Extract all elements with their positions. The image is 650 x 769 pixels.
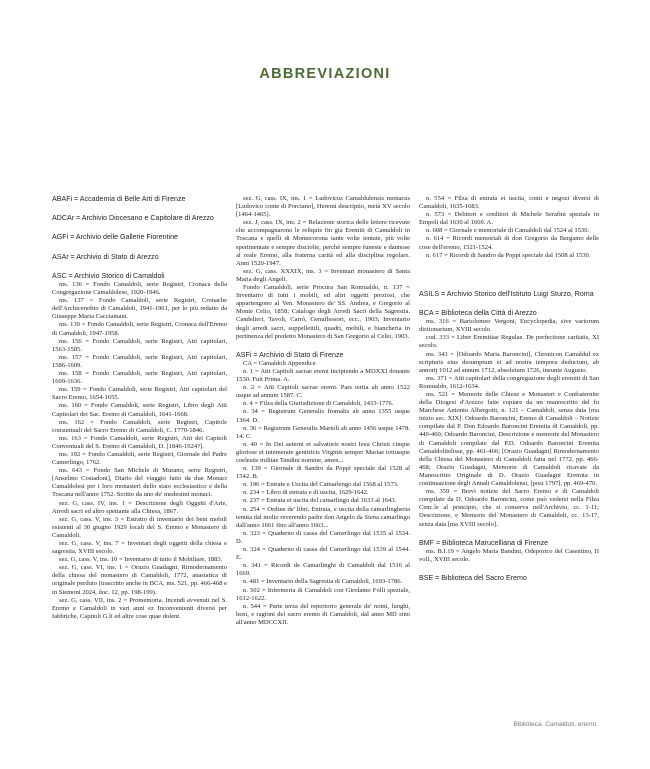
reference-entry: n. 34 = Registrum Generalis fromalis ab anno 1355 usque 1364. D. — [236, 408, 410, 424]
abbreviation-heading: BMF = Biblioteca Marucelliana di Firenze — [419, 538, 549, 547]
reference-entry: n. 36 = Registrum Generalis Martoli ab anno 1456 usque 1478. 14. C. — [236, 424, 410, 440]
reference-entry: ms. 162 = Fondo Camaldoli, serie Registri, Capitole consuntuali del Sacro Eremo di Camaldoli, C. 1770-1846. — [52, 418, 227, 434]
reference-entry: n. 139 = Giornale di Sandro da Poppi speciale dal 1528 al 1542. B. — [236, 465, 410, 481]
abbreviation-heading: ASAr = Archivio di Stato di Arezzo — [52, 252, 159, 261]
reference-entry: n. 608 = Giornale e memoriale di Camaldoli dal 1524 al 1530. — [426, 227, 590, 235]
reference-entry: sez. G, cass. VI, ins. 1 = Orazio Guadagni, Rimodernamento della chiesa del monastero di Camaldoli, 1772, anastatica di originale perduto (trascritto anche in BCA, ms. 521, pp. 466-468 e in Siemoni 2024, doc. 12, pp. 198-199). — [52, 564, 227, 596]
reference-entry: n. 1 = Atti Capitoli sacrae eremi incipiendo a MDXXI donante 1530. Fuit Prima. A. — [236, 367, 410, 384]
reference-entry: ms. 163 = Fondo Camaldoli, serie Registri, Atti dei Capitoli Conventuali del S. Eremo di Camaldoli, D. [1846-1924?]. — [52, 434, 227, 450]
reference-entry: ms. 643 = Fondo San Michele di Murano, serie Registri, [Anselmo Costadoni], Diario del viaggio fatto da due Monaci Camaldolesi per i loro monasteri dello stato ecclesiastico e della Toscana nell'anno 1752. Scritto da uno de' medesimi monaci. — [52, 467, 227, 499]
reference-entry: ms. 343 = [Odoardo Maria Baroncini], Chronicon Camaldul ex scripturis eius desumptum et ad nostra tempora deductum, ab annorij 1012 ad annum 1712, absolutum 1726, ineunte Augusto. — [419, 350, 599, 374]
reference-entry: sez. G, cass. XXXIX, ins. 3 = Inventari monastero di Santa Maria degli Angeli. — [236, 267, 410, 283]
reference-entry: cod. 333 = Liber Eremitiae Regulae. De perfectione caritatis, XI secolo. — [419, 334, 599, 350]
reference-entry: n. 237 = Entrata et uscita del camarlingo dal 1633 al 1643. — [243, 497, 397, 505]
abbreviation-heading: BCA = Biblioteca della Città di Arezzo — [419, 308, 537, 317]
column-1 — [52, 195, 227, 621]
reference-entry: ms. 521 = Memorie delle Chiese e Monasteri e Confraternite della Diogesi d'Arezzo fatte copiare da un manoscritto del fu Marchese Antonio Albergotti, n. 121 – Camaldoli, senza data [ma inizio sec. XIX]: Odoardo Baroncini, Eremo di Camaldoli – Notizie compilate dal P. Don Edoardo Baroncini Eremita di Camaldoli, pp. 449-460; Odoardo Baroncini, Descrizione e memorie del Monastero di Camaldoli compilate dal P.D. Odoardo Baroncini Eremita Camaldolitelisse, pp. 461-466; [Orazio Guadagni] Rimodernamento della Chiesa del Monastero di Camaldoli fatta nel 1772, pp. 466-468; Orazio Guadagni, Memorie di Camaldoli ricavate da Manoscritto Originale di D. Orazio Guadagni Eremita in continuazione degli Annali Camaldolensi, [post 1797], pp. 469-470. — [419, 391, 599, 488]
reference-entry: sez. G, cass. V, ins. 10 = Inventario di tutto il Mobiliare, 1883. — [59, 556, 223, 564]
reference-entry: sez. G, cass. IV, ins. 1 = Descrizione degli Oggetti d'Arte, Arredi sacri ed altro spettante alla Chiesa, 1867. — [52, 499, 227, 515]
reference-entry: ms. 139 = Fondo Camaldoli, serie Registri, Cronaca dell'Eremo di Camaldoli, 1947-1958. — [52, 321, 227, 337]
reference-entry: ms. 371 = Atti capitolari della congregazione degli eremiti di San Romualdo, 1612-1634. — [419, 374, 599, 390]
reference-entry: n. 234 = Libro di entrata e di uscita, 1629-1642. — [243, 489, 369, 497]
reference-entry: Fondo Camaldoli, serie Procura San Romualdo, n. 137 = Inventario di tutti i mobili, ed altri oggetti preziosi, che appartengono al Ven. Monastero de' SS. Andrea, e Gregorio al Monte Celio, 1858; Catalogo degli Arredi Sacri della Sagrestia. Candelieri, Tavoli, Carrò, Genuflessori, ecc., 1903; Inventario degli arredi sacri, suppellettili, quadri, mobili, e biancheria in pertinenza del predetto Monastero di San Gregorio al Celio, 1903. — [236, 284, 410, 340]
reference-entry: n. 554 = Filza di entrata et uscita, conti e negozi diversi di Camaldoli, 1635-1683. — [419, 195, 599, 211]
reference-entry: CA = Camaldoli Appendice — [243, 359, 316, 367]
reference-entry: n. 573 = Debitori e creditori di Michele Serafini speziale in Empoli dal 1630 al 1660. A. — [419, 211, 599, 227]
reference-entry: sez. J, cass. IX, ins. 2 = Relazione storica delle lettere ricevute che accompagnarono le reliquie fin già Eremiti di Camaldoli in Toscana e quelli di Montecorona tante volte tentate, più volte sperimentate e sempre disciolte, perchè sempre funeste e dannose al reale Eremo, alla fraterna carità ed alla disciplina regolare. Anni 1520-1947. — [236, 219, 410, 267]
reference-entry: n. 617 = Ricordi di Sandro da Poppi speciale dal 1508 al 1530. — [426, 251, 591, 259]
footer-caption: Biblioteca. Camaldoli, eremo. — [513, 721, 598, 728]
abbreviation-heading: ASC = Archivio Storico di Camaldoli — [52, 271, 165, 280]
reference-entry: n. 481 = Inventario della Sagrestia di Camaldoli, 1693-1786. — [243, 578, 403, 586]
reference-entry: ms. 160 = Fondo Camaldoli, serie Registri, Libro degli Atti Capitolari dei Sac. Eremo di Camaldoli, 1641-1668. — [52, 402, 227, 418]
reference-entry: n. 544 = Parte terza del repertorio generale de' nomi, luoghi, beni, e ragioni del sacro eremo di Camaldoli, dal anno MD sino all'anno MDCCXII. — [236, 602, 410, 626]
abbreviation-heading: ASILS = Archivio Storico dell'Istituto Luigi Sturzo, Roma — [419, 289, 594, 298]
column-2 — [236, 195, 410, 627]
reference-entry: ms. 192 = Fondo Camaldoli, serie Registri, Giornale del Padre Camerlingo, 1762. — [52, 450, 227, 467]
reference-entry: sez. G, cass. VII, ins. 2 = Promemoria. Incendi avvenuti nel S. Eremo e Camaldoli in vari anni ez Inconvenienti diversi per fabbriche, Capitoli G.li ed altre cose quae dolent. — [52, 596, 227, 620]
reference-entry: n. 40 = In Dei aeterni et salvatoris nostri Iesu Christi cinque gloriose et intemerate genitricis Virginis semper Mariae totiusque coelestis militae Tandini nomine, amen... — [236, 440, 410, 465]
reference-entry: n. 341 = Ricordi de Camarlinghi di Camaldoli dal 1516 al 1669. — [236, 562, 410, 578]
abbreviation-heading: BSE = Biblioteca del Sacro Eremo — [419, 573, 527, 582]
reference-entry: ms. 137 = Fondo Camaldoli, serie Registri, Cronache dell'Archicenobio di Camaldoli, 1941-1961, per lo più redatto da Giuseppe Maria Cacciamani. — [52, 297, 227, 321]
reference-entry: n. 614 = Ricordi memoriali di don Gregorio da Bergamo delle cose dell'eremo, 1521-1524. — [419, 235, 599, 251]
reference-entry: ms. 359 = Brevi notizie del Sacro Eremo e di Camaldoli compilate da D. Odoardo Baroncini, come può vedersi nella Filza Cenc.le al principio, che si conserva nell'Archivio, cc. 1-11; Descrizione, e Memorie del Monastero di Camaldoli, cc. 13-17, senza data [ma XVIII secolo]. — [419, 488, 599, 528]
reference-entry: n. 2 = Atti Capitoli sacrae eremi. Pars tertia ab anno 1522 usque ad annum 1587. C. — [236, 384, 410, 400]
reference-entry: ms. 156 = Fondo Camaldoli, serie Registri, Atti capitolari, 1563-1585. — [52, 337, 227, 353]
reference-entry: ms. 158 = Fondo Camaldoli, serie Registri, Atti capitolari, 1609-1636. — [52, 370, 227, 386]
abbreviation-heading: AGFi = Archivio delle Gallerie Fiorentine — [52, 233, 178, 242]
reference-entry: n. 502 = Infermeria di Camaldoli con Girolamo Folli speziale, 1612-1622. — [236, 586, 410, 602]
abbreviation-heading: ASFi = Archivio di Stato di Firenze — [236, 350, 344, 359]
abbreviation-heading: ABAFi = Accademia di Belle Arti di Firenze — [52, 195, 186, 203]
reference-entry: ms. 316 = Bartolomeo Vergoni, Encyclopedia, sive variorum dictionarium, XVIII secolo. — [419, 318, 599, 334]
reference-entry: n. 254 = Ordine de' libri. Entrata, e uscita della camarlingheria tenuta dal molto reverendo padre don Angelo da Siena camarlingo dall'anno 1661 fino all'anno 1663... — [236, 505, 410, 529]
reference-entry: sez. G, cass. V, ins. 3 = Estratto di inventario dei beni mobili esistenti al 30 giugno 1929 locali del S. Eremo e Monastero di Camaldoli. — [52, 515, 227, 539]
reference-entry: ms. 136 = Fondo Camaldoli, serie Registri, Cronaca della Congregazione Camaldolese, 1920-1946. — [52, 281, 227, 297]
reference-entry: ms. 157 = Fondo Camaldoli, serie Registri, Atti capitolari, 1586-1609. — [52, 353, 227, 369]
reference-entry: sez. G, cass. V, ins. 7 = Inventari degli oggetti della chiesa e sagrestia, XVIII secolo. — [52, 540, 227, 556]
reference-entry: n. 324 = Quaderno di cassa del Camerlingo dal 1539 al 1544. E. — [236, 546, 410, 562]
reference-entry: ms. B.I.19 = Angelo Maria Bandini, Odeporico del Casentino, II voll., XVIII secolo. — [419, 547, 599, 563]
abbreviation-heading: ADCAr = Archivio Diocesano e Capitolare di Arezzo — [52, 214, 214, 223]
reference-entry: n. 323 = Quaderno di cassa del Camerlingo dal 1535 al 1534. D. — [236, 529, 410, 545]
reference-entry: n. 4 = Filza della Giurisdizione di Camaldoli, 1433-1776. — [243, 400, 394, 408]
column-3 — [419, 195, 599, 583]
reference-entry: ms. 159 = Fondo Camaldoli, serie Registri, Atti capitolari del Sacro Eremo, 1654-1655. — [52, 386, 227, 402]
page-title: ABBREVIAZIONI — [259, 66, 391, 82]
reference-entry: n. 196 = Entrate e Uscita del Camarlengo dal 1568 al 1573. — [243, 481, 399, 489]
reference-entry: sez. G, cass. IX, ins. 1 = Ludovicus Camaldulensis monacus [Ludovico conte di Porciano], Heremi descriptio, metà XV secolo [1464-1465]. — [236, 195, 410, 219]
